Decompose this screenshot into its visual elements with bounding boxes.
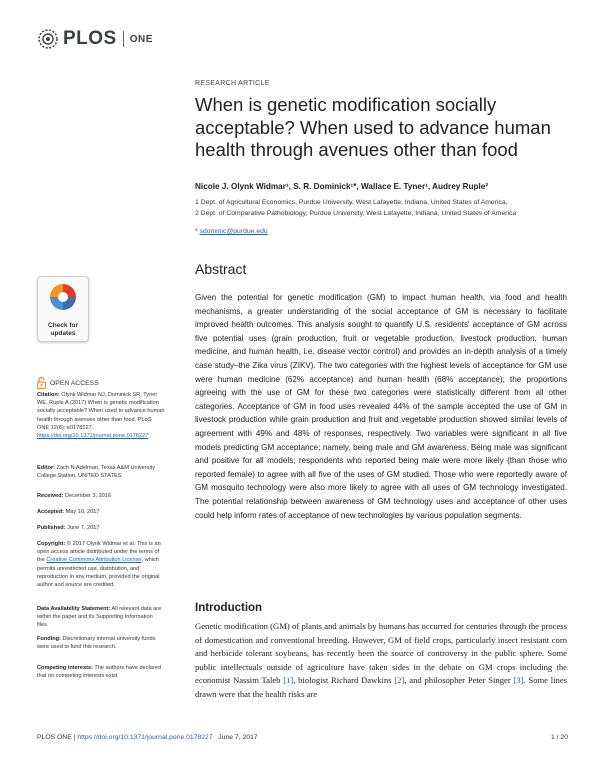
published-label: Published: [37,525,66,531]
logo-wordmark: PLOS [63,28,117,49]
published-block [37,524,165,532]
accepted-block [37,508,165,516]
article-title: When is genetic modification socially acceptable? When used to advance human health through avenues other than food [195,94,551,160]
author-list: Nicole J. Olynk Widmar¹, S. R. Dominick¹*, Wallace E. Tyner¹, Audrey Ruple² [195,182,489,191]
citation-text: Olynk Widmar NJ, Dominick SR, Tyner WE, Ruple A (2017) When is genetic modification socially acceptable? When used to advance human health through avenues other than food. PLoS ONE 12(6): e0178227. [37,392,165,431]
email-link[interactable]: sdominic@purdue.edu [199,228,268,235]
received-text: December 3, 2016 [63,493,112,499]
data-availability-text: All relevant data are within the paper and its Supporting Information files. [37,606,162,629]
intro-part-4: . Some lines drawn were that the health risks are [195,675,567,699]
received-label: Received: [37,493,64,499]
email-prefix: * [195,228,200,235]
corresponding-email [195,228,268,235]
citation-block [37,391,165,440]
open-access-label: OPEN ACCESS [50,379,99,387]
published-text: June 7, 2017 [65,525,100,531]
affiliation-2: 2 Dept. of Comparative Pathobiology, Purdue University, West Lafayette, Indiana, United States of America [195,210,517,217]
section-type: RESEARCH ARTICLE [195,80,270,87]
intro-part-1: Genetic modification (GM) of plants and animals by humans has occurred for centuries through the process of domestication and conventional breeding. However, GM of field crops, particularly insect resistant corn and herbicide tolerant soybeans, has recently been the source of controversy in the public sphere. Some public intellectuals outside of agriculture have taken sides in the debate on GM crops including the economist Nassim Taleb [195,621,567,686]
funding-block [37,635,165,651]
competing-interests-text: The authors have declared that no competing interests exist. [37,665,161,680]
copyright-text-2: , which permits unrestricted use, distribution, and reproduction in any medium, provided the original author and source are credited. [37,557,160,589]
footer-citation [37,734,258,741]
footer-separator: | [71,734,78,741]
license-link[interactable]: Creative Commons Attribution License [46,557,142,564]
plos-logo-icon [37,28,59,50]
abstract-heading: Abstract [195,261,247,277]
check-for-updates-label: Check for updates [48,322,78,337]
open-access-badge [37,377,99,389]
introduction-heading: Introduction [195,602,263,614]
competing-interests-block [37,664,165,680]
editor-block [37,464,165,480]
footer-doi-link[interactable]: https://doi.org/10.1371/journal.pone.0178227 [77,734,213,741]
abstract-text: Given the potential for genetic modification (GM) to impact human health, via food and health mechanisms, a greater understanding of the social acceptance of GM is necessary to facilitate improved health outcomes. This analysis sought to quantify U.S. residents' acceptance of GM across five potential uses (grain production, fruit or vegetable production, livestock production, human medicine, and human health, i.e. disease vector control) and provides an in-depth analysis of a timely case study–the Zika virus (ZIKV). The two categories with the highest levels of acceptance for GM use were human medicine (62% acceptance) and human health (68% acceptance); the proportions agreeing with the use of GM for these two categories were statistically different from all other categories. Acceptance of GM in food uses revealed 44% of the sample accepted the use of GM in livestock production while grain production and fruit and vegetable production showed similar levels of agreement with 49% and 48% of responses, respectively. Two variables were significant in all five models predicting GM acceptance; namely, being male and GM awareness. Being male was significant and positive for all models; respondents who reported being male were more likely (than those who reported female) to agree with all five of the uses of GM studied. Those who were reportedly aware of GM mosquito technology were also more likely to agree with all uses of GM technology investigated. The potential relationship between awareness of GM technology uses and acceptance of other uses could help inform rates of acceptance of new technologies by various population segments. [195,293,567,520]
reference-link-2[interactable]: [2] [394,675,405,686]
copyright-label: Copyright: [37,541,66,547]
reference-link-3[interactable]: [3] [513,675,524,686]
page-footer [37,734,568,741]
editor-label: Editor: [37,465,56,471]
plos-one-logo [37,28,153,50]
footer-journal: PLOS ONE [37,734,72,741]
logo-divider [123,31,124,47]
copyright-text-1: © 2017 Olynk Widmar et al. This is an open access article distributed under the terms of the [37,541,161,564]
logo-journal: ONE [129,33,153,45]
page-number: 1 / 20 [550,734,568,741]
accepted-label: Accepted: [37,509,65,515]
copyright-block [37,540,165,589]
footer-date: June 7, 2017 [218,734,258,741]
citation-label: Citation: [37,392,60,398]
competing-interests-label: Competing interests: [37,665,93,671]
funding-label: Funding: [37,636,61,642]
accepted-text: May 10, 2017 [64,509,100,515]
reference-link-1[interactable]: [1] [283,675,294,686]
funding-text: Discretionary internal university funds were used to fund this research. [37,636,156,651]
open-lock-icon [37,377,46,389]
received-block [37,492,165,500]
intro-part-3: , and philosopher Peter Singer [404,675,514,686]
editor-text: Zach N Adelman, Texas A&M University College Station, UNITED STATES [37,465,156,480]
crossmark-icon [48,282,78,314]
check-for-updates-button[interactable] [37,276,89,342]
affiliation-1: 1 Dept. of Agricultural Economics, Purdue University, West Lafayette, Indiana, United States of America, [195,199,508,206]
introduction-text [195,620,567,702]
data-availability-label: Data Availability Statement: [37,606,111,612]
citation-doi-link[interactable]: https://doi.org/10.1371/journal.pone.0178227 [37,433,149,440]
intro-part-2: , biologist Richard Dawkins [293,675,395,686]
data-availability-block [37,605,165,630]
